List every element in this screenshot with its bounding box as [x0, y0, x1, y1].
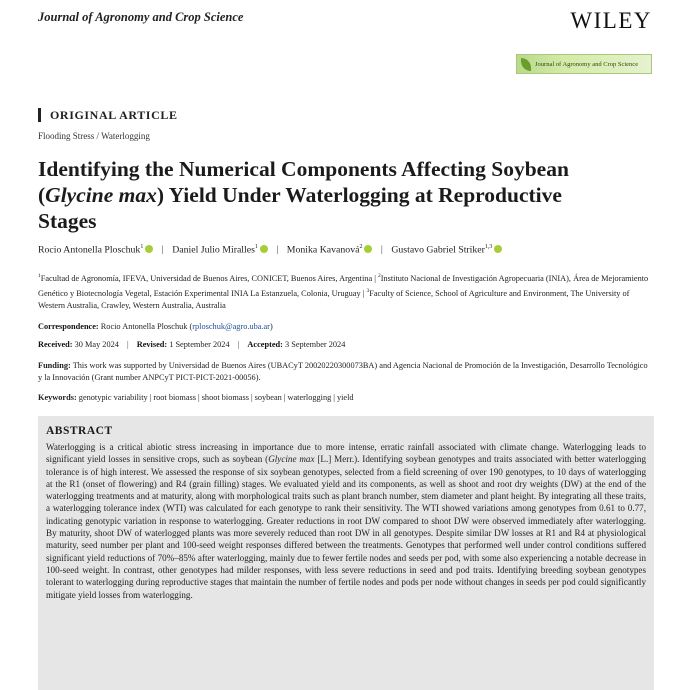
- affiliations: $^1$Facultad de Agronomía, IFEVA, Universidad de Buenos Aires, CONICET, Buenos Aires, Argentina | $^2$Instituto Nacional de Investigación Agropecuaria (INIA), Área de Mejoramiento Genético y Biotecnología Vegetal, Estación Experimental INIA La Estanzuela, Colonia, Uruguay | $^3$Faculty of Science, School of Agriculture and Environment, The University of Western Australia, Crawley, Western Australia, Australia: [38, 273, 649, 310]
- topic-2[interactable]: Waterlogging: [101, 131, 150, 141]
- author-separator: |: [161, 244, 164, 256]
- author-list: [38, 244, 658, 255]
- correspondence: Correspondence: Rocio Antonella Ploschuk (rploschuk@agro.uba.ar): [38, 322, 273, 331]
- journal-name[interactable]: Journal of Agronomy and Crop Science: [38, 10, 244, 24]
- topic-1[interactable]: Flooding Stress: [38, 131, 95, 141]
- leaf-icon: [521, 58, 531, 71]
- author-3[interactable]: Monika Kavanová$^2$: [287, 244, 373, 255]
- author-2[interactable]: Daniel Julio Miralles$^1$: [172, 244, 268, 255]
- journal-badge-text: Journal of Agronomy and Crop Science: [535, 61, 639, 68]
- orcid-icon[interactable]: [145, 245, 153, 253]
- keyword[interactable]: waterlogging: [287, 393, 332, 402]
- abstract-body: Waterlogging is a critical abiotic stress increasing in importance due to more intense, erratic rainfall associated with climate change. Waterlogging leads to significant yield losses in sensitive crops, such as soybean (Glycine max [L.] Merr.). Identifying soybean genotypes and traits associated with better waterlogging tolerance is of high interest. We assessed the response of six soybean genotypes, selected from a field screening of over 190 genotypes, to 10 days of waterlogging at the R1 (onset of flowering) and R4 (grain filling) stages. We evaluated yield and its components, as well as shoot and root dry weights (DW) at the end of the waterlogging treatments and at maturity, along with morphological traits such as plant branch number, stem diameter and plant height. By integrating all these traits, a waterlogging tolerance index (WTI) was calculated for each genotype to rank their sensitivity. The WTI showed variations among genotypes from 0.61 to 0.77, indicating genotypic variation in response to waterlogging. Greater reductions in root DW compared to shoot DW were observed immediately after waterlogging. By maturity, shoot DW of waterlogged plants was more severely reduced than root DW in all genotypes. Despite similar DW losses at R1 and R4 at physiological maturity, seed number per plant and 100-seed weight responses differed between the treatments. Genotypes that performed well under control conditions suffered significant yield reductions of 70%–85% after waterlogging, mainly due to fewer fertile nodes and seeds per pod, with some also experiencing a notable decrease in 100-seed weight. In contrast, other genotypes had milder responses, with less severe reductions in seed and pod traits. Identifying breeding soybean genotypes tolerant to waterlogging during reproductive stages that maintain the number of fertile nodes and pods per node without changes in seeds per pod could significantly mitigate yield losses from waterlogging.: [46, 442, 646, 600]
- author-separator: |: [380, 244, 383, 256]
- keyword[interactable]: yield: [336, 393, 354, 402]
- author-4[interactable]: Gustavo Gabriel Striker$^{1,3}$: [391, 244, 502, 255]
- keyword[interactable]: shoot biomass: [201, 393, 249, 402]
- article-title: Identifying the Numerical Components Affecting Soybean (Glycine max) Yield Under Waterlogging at Reproductive Stages: [38, 157, 569, 233]
- author-separator: |: [276, 244, 279, 256]
- article-type: ORIGINAL ARTICLE: [38, 108, 178, 122]
- abstract-box: [38, 416, 654, 690]
- keyword[interactable]: root biomass: [153, 393, 197, 402]
- funding: Funding: This work was supported by Universidad de Buenos Aires (UBACyT 20020220300073BA) and Agencia Nacional de Promoción de la Investigación, Desarrollo Tecnológico y la Innovación (Grant number ANPCyT PICT-PICT-2021-00056).: [38, 361, 648, 382]
- keyword[interactable]: soybean: [254, 393, 282, 402]
- email-link[interactable]: rploschuk@agro.uba.ar: [192, 322, 270, 331]
- journal-cover-badge[interactable]: [516, 54, 652, 74]
- topic-breadcrumb: [38, 131, 150, 141]
- orcid-icon[interactable]: [494, 245, 502, 253]
- keywords: Keywords: genotypic variability | root biomass | shoot biomass | soybean | waterlogging | yield: [38, 393, 354, 402]
- article-dates: Received: 30 May 2024 | Revised: 1 September 2024 | Accepted: 3 September 2024: [38, 340, 346, 349]
- orcid-icon[interactable]: [364, 245, 372, 253]
- author-1[interactable]: Rocio Antonella Ploschuk$^1$: [38, 244, 153, 255]
- keyword[interactable]: genotypic variability: [78, 393, 148, 402]
- topic-separator: /: [96, 131, 100, 141]
- abstract-heading: ABSTRACT: [46, 425, 113, 437]
- orcid-icon[interactable]: [260, 245, 268, 253]
- publisher-logo[interactable]: WILEY: [570, 8, 652, 33]
